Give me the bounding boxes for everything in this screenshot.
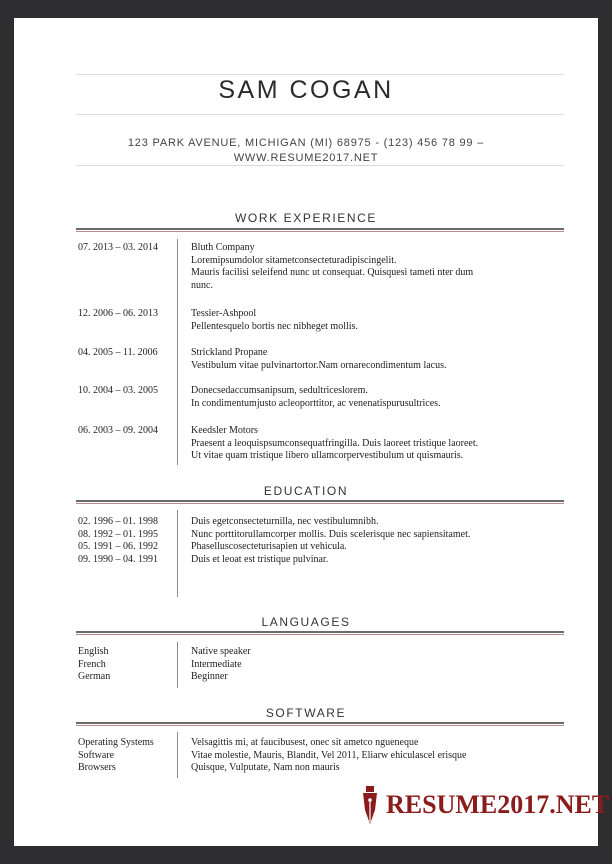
language-name: English <box>78 646 109 657</box>
name-rule-top <box>76 74 564 75</box>
software-category: Browsers <box>78 762 116 773</box>
language-level: Intermediate <box>191 658 242 670</box>
work-date: 12. 2006 – 06. 2013 <box>78 308 158 319</box>
resume2017-logo <box>360 786 610 826</box>
work-description: Vestibulum vitae pulvinartortor.Nam ornarecondimentum lacus. <box>191 359 447 371</box>
contact-website: WWW.RESUME2017.NET <box>233 152 379 164</box>
contact-rule <box>76 165 564 166</box>
education-date: 09. 1990 – 04. 1991 <box>78 553 158 565</box>
work-description: Loremipsumdolor sitametconsecteturadipiscingelit. <box>191 254 397 266</box>
work-details <box>191 308 551 333</box>
education-date: 08. 1992 – 01. 1995 <box>78 528 158 540</box>
languages-rule-accent <box>76 634 564 635</box>
software-categories <box>78 737 188 775</box>
work-rule-accent <box>76 231 564 232</box>
software-detail: Quisque, Vulputate, Nam non mauris <box>191 762 340 773</box>
software-rule-accent <box>76 725 564 726</box>
software-details <box>191 737 561 775</box>
work-description: Mauris facilisi seleifend nunc ut consequat. Quisquesi tameti nter dum <box>191 267 474 278</box>
language-name: French <box>78 658 106 670</box>
work-details <box>191 425 551 463</box>
work-details <box>191 242 551 292</box>
language-level: Beginner <box>191 671 228 682</box>
work-date: 10. 2004 – 03. 2005 <box>78 385 158 396</box>
section-title-work: WORK EXPERIENCE <box>234 211 378 225</box>
education-dates <box>78 516 188 566</box>
language-name: German <box>78 671 111 682</box>
logo-text: RESUME2017.NET <box>386 790 610 819</box>
work-description: Pellentesquelo bortis nec nibheget mollis. <box>191 320 358 332</box>
section-title-software: SOFTWARE <box>265 706 347 720</box>
employer: Bluth Company <box>191 242 255 253</box>
section-title-education: EDUCATION <box>263 484 349 498</box>
contact-info <box>114 136 498 166</box>
work-description: In condimentumjusto acleoporttitor, ac venenatispurusultrices. <box>191 397 441 409</box>
software-category: Software <box>78 749 115 761</box>
work-details <box>191 385 551 410</box>
software-rule <box>76 722 564 724</box>
resume-page <box>14 18 610 846</box>
work-description: Donecsedaccumsanipsum, sedultriceslorem. <box>191 385 368 396</box>
employer: Tessier-Ashpool <box>191 308 257 319</box>
contact-address-phone: 123 PARK AVENUE, MICHIGAN (MI) 68975 - (123) 456 78 99 – <box>127 137 485 149</box>
fountain-pen-nib-icon <box>360 786 380 826</box>
education-detail: Duis et leoat est tristique pulvinar. <box>191 553 329 565</box>
software-category: Operating Systems <box>78 737 154 748</box>
software-detail: Velsagittis mi, at faucibusest, onec sit ametco ngueneque <box>191 737 419 748</box>
languages-rule <box>76 631 564 633</box>
education-details <box>191 516 561 566</box>
work-description: Ut vitae quam tristique libero ullamcorpervestibulum ut quismauris. <box>191 450 464 461</box>
work-date: 06. 2003 – 09. 2004 <box>78 425 158 436</box>
work-details <box>191 347 551 372</box>
name-rule-bottom <box>76 114 564 115</box>
language-level: Native speaker <box>191 646 251 657</box>
work-date: 07. 2013 – 03. 2014 <box>78 242 158 253</box>
work-rule <box>76 228 564 230</box>
work-description: Praesent a leoquispsumconsequatfringilla. Duis laoreet tristique laoreet. <box>191 437 479 449</box>
work-date: 04. 2005 – 11. 2006 <box>78 347 158 358</box>
employer: Keedsler Motors <box>191 425 258 436</box>
education-date: 05. 1991 – 06. 1992 <box>78 541 158 552</box>
section-title-languages: LANGUAGES <box>261 615 351 629</box>
software-detail: Vitae molestie, Mauris, Blandit, Vel 2011, Eliarw ehiculascel erisque <box>191 749 467 761</box>
education-detail: Nunc porttitorullamcorper mollis. Duis scelerisque nec sapiensitamet. <box>191 528 471 540</box>
resume-name: SAM COGAN <box>218 76 394 104</box>
education-detail: Duis egetconsecteturnilla, nec vestibulumnibh. <box>191 516 379 527</box>
language-levels <box>191 646 491 684</box>
work-description: nunc. <box>191 279 213 291</box>
education-detail: Phaselluscosecteturisapien ut vehicula. <box>191 541 347 552</box>
language-names <box>78 646 178 684</box>
education-date: 02. 1996 – 01. 1998 <box>78 516 158 527</box>
education-rule-accent <box>76 503 564 504</box>
employer: Strickland Propane <box>191 347 268 358</box>
education-rule <box>76 500 564 502</box>
